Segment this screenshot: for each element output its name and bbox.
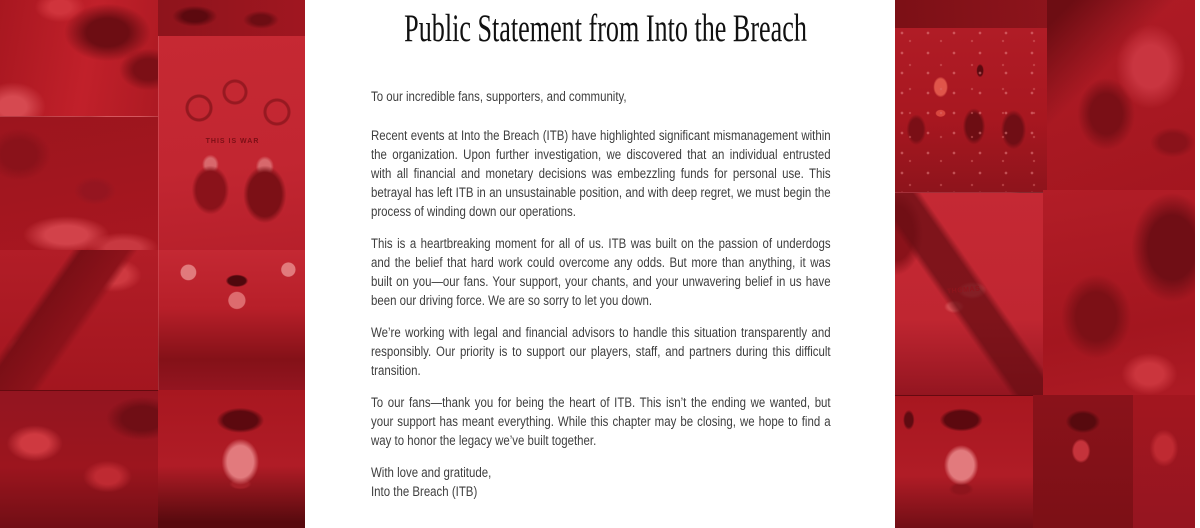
right-photo-collage xyxy=(895,0,1195,528)
photo-tile-celebration-arms xyxy=(0,116,158,251)
poster-text: THIS IS WAR xyxy=(205,138,260,145)
photo-tile-corner xyxy=(1133,395,1195,528)
photo-tile-trophy-celebration xyxy=(895,28,1047,192)
photo-tile-team-lineup xyxy=(158,250,305,390)
statement-paragraph-2: This is a heartbreaking moment for all of us. ITB was built on the passion of underdogs and the belief that hard work could overcome any odds. But more than anything, it was built on you—our fans. Your support, your chants, and your unwavering belief in us have been our driving force. We are so sorry to let you down. xyxy=(371,236,831,308)
statement-salutation: To our incredible fans, supporters, and community, xyxy=(371,89,627,104)
statement-signature: Into the Breach (ITB) xyxy=(371,484,478,499)
statement-closing: With love and gratitude, xyxy=(371,465,492,480)
photo-tile-glasses-player xyxy=(895,395,1033,528)
statement-body xyxy=(371,87,831,501)
photo-tile-smiling-player xyxy=(158,390,305,528)
statement-paragraph-1: Recent events at Into the Breach (ITB) have highlighted significant mismanagement within the organization. Upon further investigation, we discovered that an individual entrusted with all financial and monetary decisions was embezzling funds for personal use. This betrayal has left ITB in an unsustainable position, and with deep regret, we must begin the process of winding down our operations. xyxy=(371,128,831,219)
photo-tile-crowd xyxy=(0,390,158,528)
photo-tile-jacket xyxy=(0,250,158,390)
statement-paragraph-3: We’re working with legal and financial advisors to handle this situation transparently and responsibly. Our priority is to support our players, staff, and partners during this difficult transition. xyxy=(371,325,831,378)
jersey-text: THOMAS xyxy=(946,285,981,296)
left-photo-collage xyxy=(0,0,305,528)
title-row xyxy=(305,6,895,52)
photo-tile-this-is-war-poster xyxy=(158,36,305,250)
statement-paragraph-4: To our fans—thank you for being the heart of ITB. This isn’t the ending we wanted, but your support has meant everything. While this chapter may be closing, we hope to find a way to honor the legacy we’ve built together. xyxy=(371,395,831,448)
photo-tile-jersey-hug xyxy=(895,192,1043,396)
photo-tile-crowd-strip xyxy=(158,0,305,36)
photo-tile-crowd-arms xyxy=(1047,0,1195,190)
statement-closing-block xyxy=(371,463,831,501)
photo-tile-face-silhouette xyxy=(1033,395,1133,528)
photo-tile-crowd-dark xyxy=(1043,190,1195,420)
photo-tile-huddle xyxy=(0,0,158,116)
page-title: Public Statement from Into the Breach xyxy=(404,7,807,50)
